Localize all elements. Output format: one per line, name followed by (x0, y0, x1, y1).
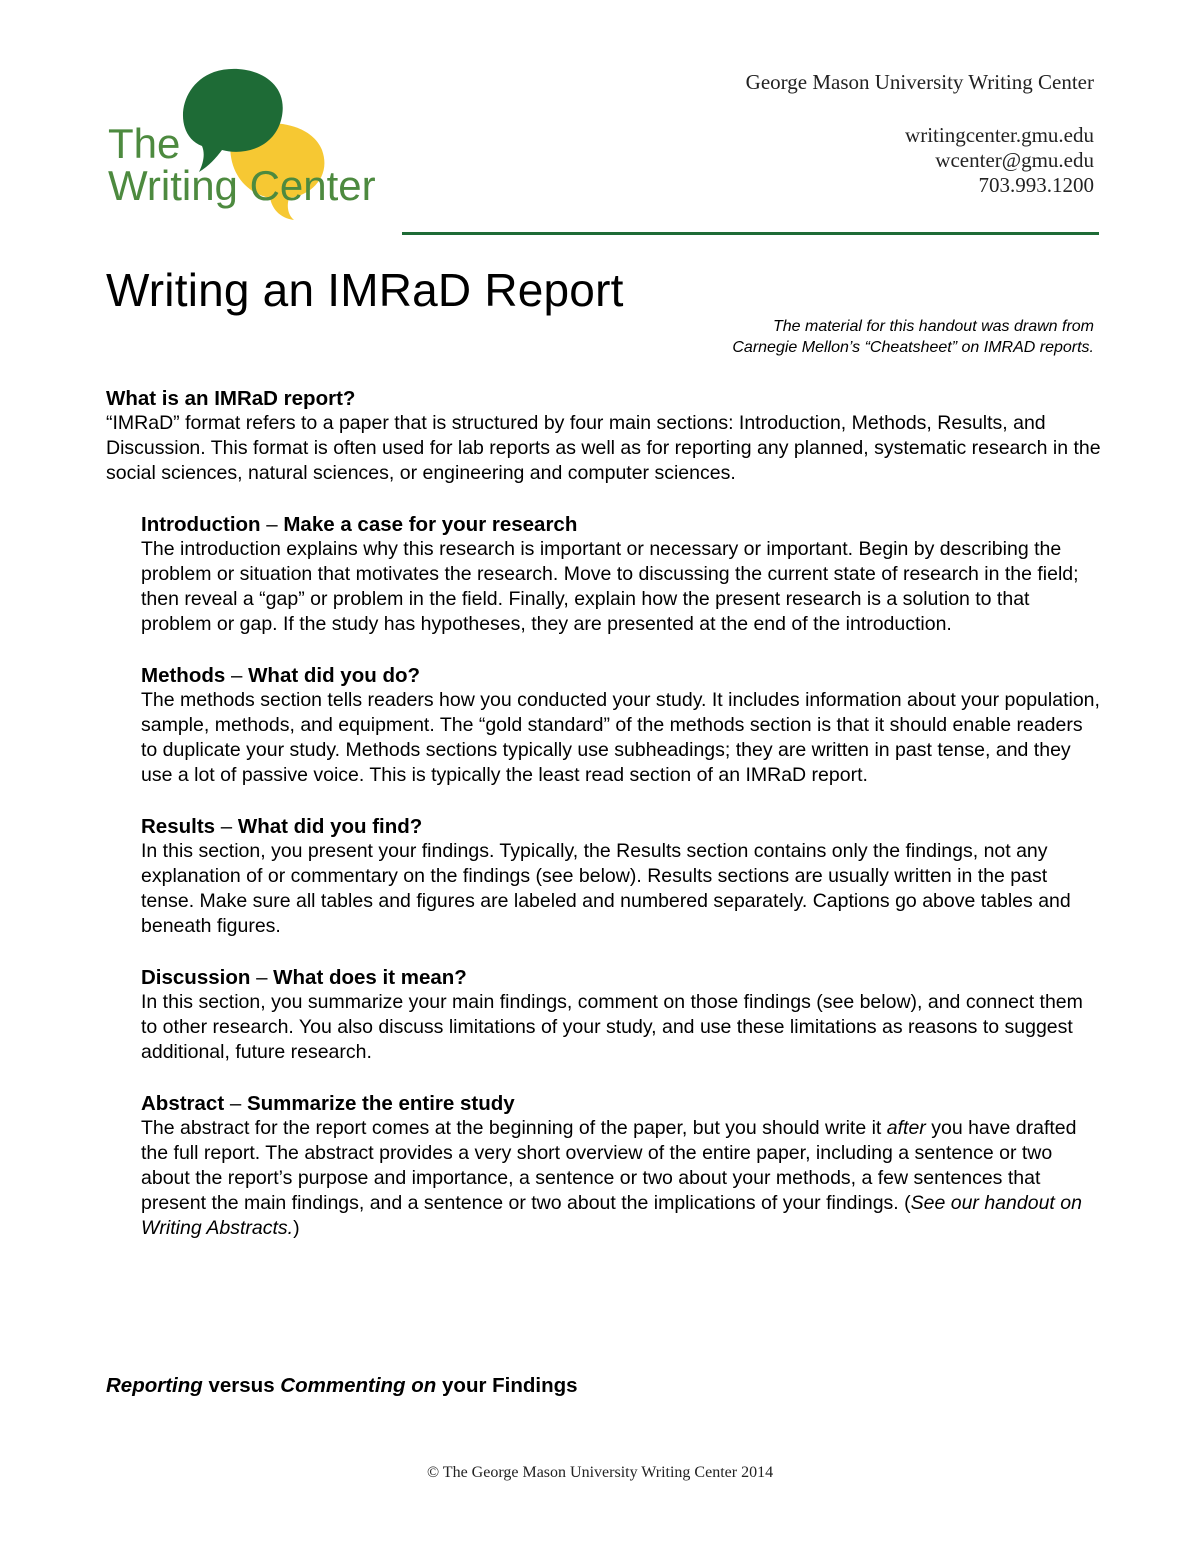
center-name: George Mason University Writing Center (745, 70, 1094, 94)
contact-block (746, 70, 1094, 198)
abstract-body-part3: ) (293, 1217, 300, 1239)
source-note (732, 316, 1094, 358)
section-body (141, 1116, 1101, 1241)
reporting-vs-commenting-heading (106, 1373, 578, 1398)
section-dash: – (225, 664, 249, 687)
section-heading (141, 663, 1101, 688)
phone-number: 703.993.1200 (978, 173, 1094, 197)
section-heading (141, 814, 1101, 839)
abstract-body-part1: The abstract for the report comes at the beginning of the paper, but you should write it (141, 1117, 887, 1139)
section-title: Introduction (141, 513, 261, 536)
section-subtitle: What did you find? (237, 815, 423, 838)
section-subtitle: What did you do? (248, 664, 421, 687)
source-note-line2: Carnegie Mellon’s “Cheatsheet” on IMRAD reports. (732, 339, 1094, 356)
section-body: The introduction explains why this research is important or necessary or important. Begin by describing the problem or situation that motivates the research. Move to discussing the current state of research in the field; then reveal a “gap” or problem in the field. Finally, explain how the present research is a solution to that problem or gap. If the study has hypotheses, they are presented at the end of the introduction. (141, 538, 1079, 635)
what-is-section (106, 386, 1101, 486)
email-link[interactable]: wcenter@gmu.edu (935, 148, 1094, 172)
section-title: Methods (141, 664, 226, 687)
logo-line1: The (108, 120, 181, 167)
section-heading (141, 512, 1101, 537)
header-divider (402, 232, 1099, 235)
section-results (141, 814, 1101, 939)
what-is-heading: What is an IMRaD report? (106, 387, 356, 410)
section-subtitle: Make a case for your research (283, 513, 578, 536)
section-abstract (141, 1091, 1101, 1241)
section-body: In this section, you present your findings. Typically, the Results section contains only the findings, not any explanation of or commentary on the findings (see below). Results sections are usually written in the past tense. Make sure all tables and figures are labeled and numbered separately. Captions go above tables and beneath figures. (141, 840, 1071, 937)
section-discussion (141, 965, 1101, 1065)
page-title: Writing an IMRaD Report (106, 264, 624, 316)
section-dash: – (224, 1092, 247, 1115)
section-subtitle: Summarize the entire study (246, 1092, 515, 1115)
on-word: on (405, 1374, 443, 1397)
section-methods (141, 663, 1101, 788)
website-link[interactable]: writingcenter.gmu.edu (905, 123, 1094, 147)
findings-words: your Findings (442, 1374, 578, 1397)
section-title: Results (141, 815, 216, 838)
source-note-line1: The material for this handout was drawn from (772, 318, 1094, 335)
writing-center-logo (104, 68, 394, 223)
page-footer: © The George Mason University Writing Center 2014 (426, 1464, 774, 1481)
section-body: The methods section tells readers how you conducted your study. It includes information about your population, sample, methods, and equipment. The “gold standard” of the methods section is that it should enable readers to duplicate your study. Methods sections typically use subheadings; they are written in past tense, and they use a lot of passive voice. This is typically the least read section of an IMRaD report. (141, 689, 1100, 786)
abstract-body-part2: you have drafted the full report. The abstract provides a very short overview of the entire paper, including a sentence or two about the report’s purpose and importance, a sentence or two about your methods, a few sentences that present the main findings, and a sentence or two about the implications of your findings. ( (141, 1117, 1077, 1214)
versus-word: versus (202, 1374, 281, 1397)
reporting-word: Reporting (106, 1374, 203, 1397)
section-heading (141, 965, 1101, 990)
logo-line2: Writing Center (108, 162, 376, 209)
imrad-sections (141, 512, 1101, 1267)
abstracts-handout-link[interactable]: See our handout on Writing Abstracts. (141, 1192, 1082, 1239)
section-dash: – (260, 513, 284, 536)
section-heading (141, 1091, 1101, 1116)
section-dash: – (250, 966, 274, 989)
section-title: Discussion (141, 966, 251, 989)
section-title: Abstract (141, 1092, 225, 1115)
what-is-body: “IMRaD” format refers to a paper that is structured by four main sections: Introduction, Methods, Results, and Discussion. This format is often used for lab reports as well as for reporting any planned, systematic research in the social sciences, natural sciences, or engineering and computer sciences. (106, 412, 1101, 484)
section-body: In this section, you summarize your main findings, comment on those findings (see below), and connect them to other research. You also discuss limitations of your study, and use these limitations as reasons to suggest additional, future research. (141, 991, 1083, 1063)
section-subtitle: What does it mean? (273, 966, 467, 989)
section-dash: – (215, 815, 238, 838)
abstract-body-emphasis: after (886, 1117, 926, 1139)
section-introduction (141, 512, 1101, 637)
commenting-word: Commenting (280, 1374, 406, 1397)
